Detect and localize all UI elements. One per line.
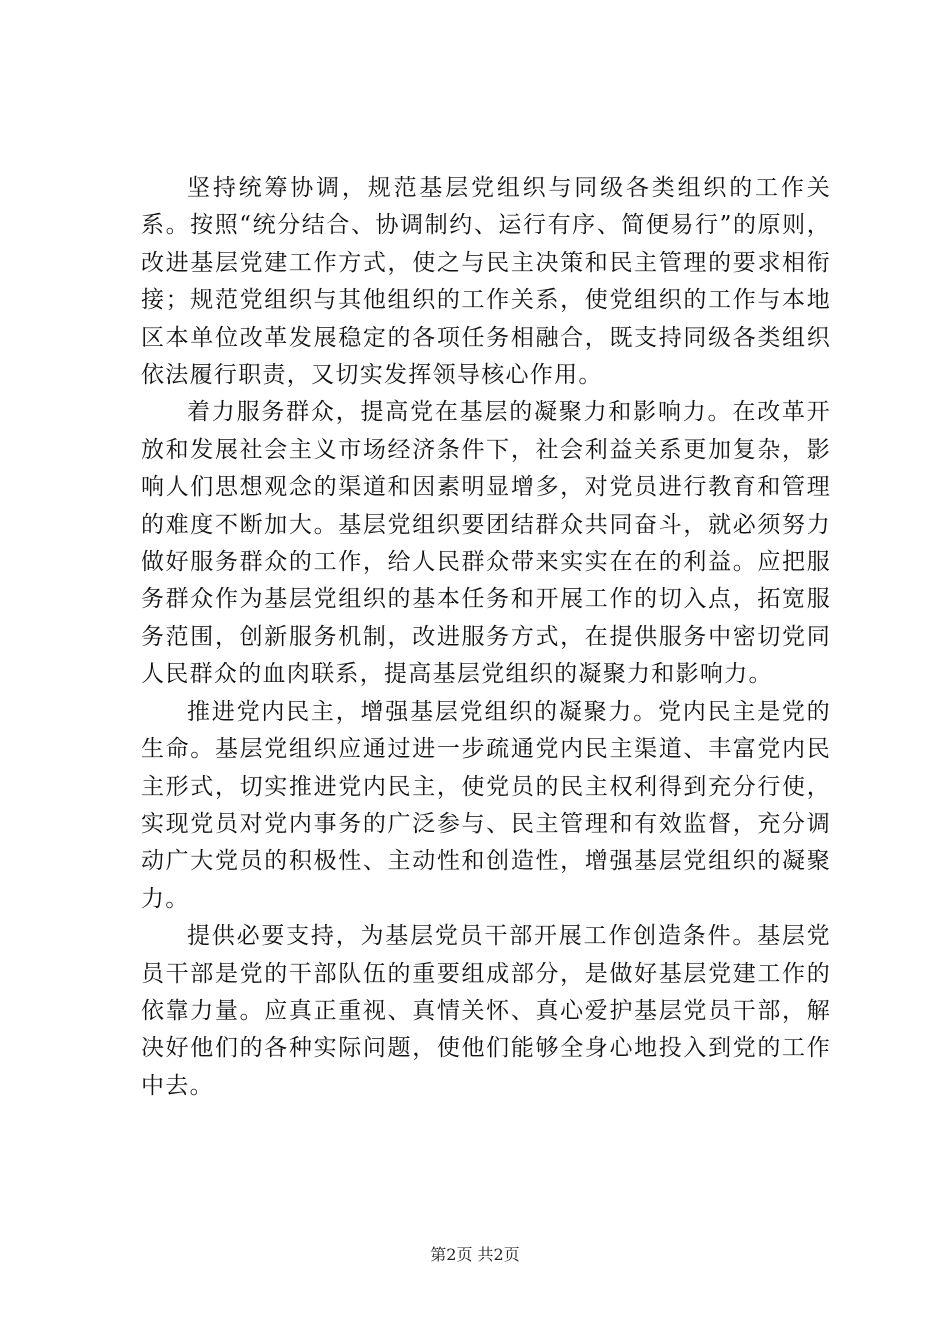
page-number-footer: 第2页 共2页 [430,1245,520,1264]
paragraph-inner-party-democracy: 推进党内民主，增强基层党组织的凝聚力。党内民主是党的生命。基层党组织应通过进一步疏通党内民主渠道、丰富党内民主形式，切实推进党内民主，使党员的民主权利得到充分行使，实现党员对党内事务的广泛参与、民主管理和有效监督，充分调动广大党员的积极性、主动性和创造性，增强基层党组织的凝聚力。 [141,698,831,912]
paragraph-coordination: 坚持统筹协调，规范基层党组织与同级各类组织的工作关系。按照“统分结合、协调制约、运行有序、简便易行”的原则，改进基层党建工作方式，使之与民主决策和民主管理的要求相衔接；规范党组织与其他组织的工作关系，使党组织的工作与本地区本单位改革发展稳定的各项任务相融合，既支持同级各类组织依法履行职责，又切实发挥领导核心作用。 [141,175,831,389]
paragraph-serve-masses: 着力服务群众，提高党在基层的凝聚力和影响力。在改革开放和发展社会主义市场经济条件下，社会利益关系更加复杂，影响人们思想观念的渠道和因素明显增多，对党员进行教育和管理的难度不断加大。基层党组织要团结群众共同奋斗，就必须努力做好服务群众的工作，给人民群众带来实实在在的利益。应把服务群众作为基层党组织的基本任务和开展工作的切入点，拓宽服务范围，创新服务机制，改进服务方式，在提供服务中密切党同人民群众的血肉联系，提高基层党组织的凝聚力和影响力。 [141,399,831,688]
paragraph-support-cadres: 提供必要支持，为基层党员干部开展工作创造条件。基层党员干部是党的干部队伍的重要组成部分，是做好基层党建工作的依靠力量。应真正重视、真情关怀、真心爱护基层党员干部，解决好他们的各种实际问题，使他们能够全身心地投入到党的工作中去。 [141,923,831,1099]
document-body [141,170,831,1105]
